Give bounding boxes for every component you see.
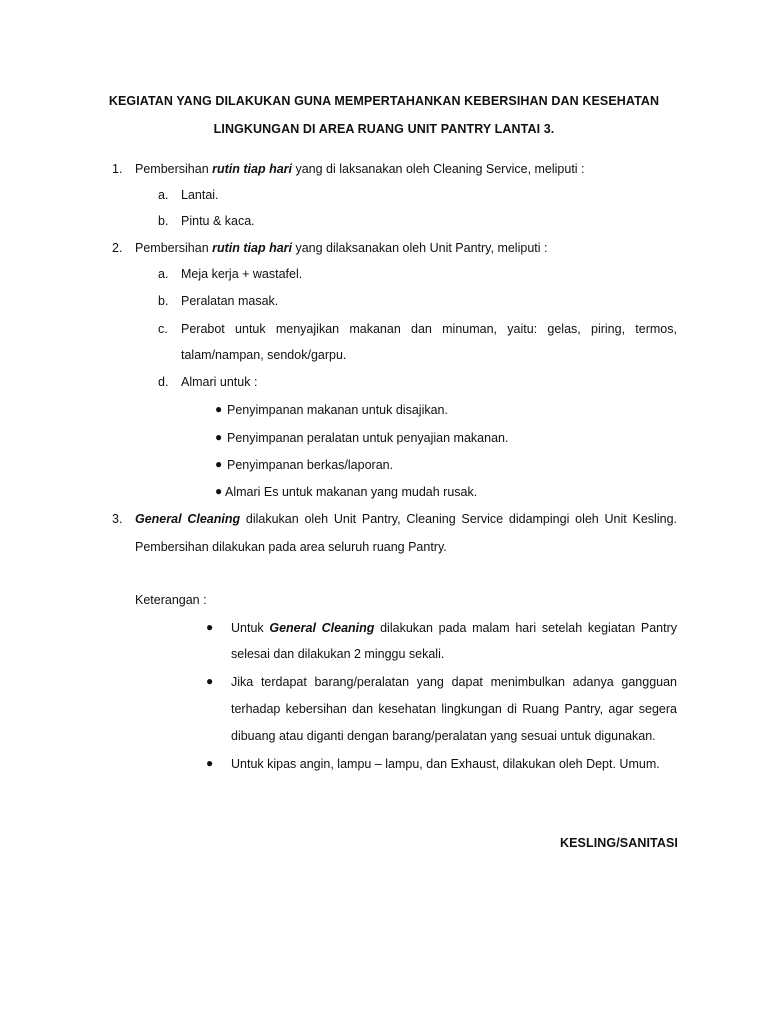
item2-emphasis: rutin tiap hari — [212, 241, 292, 255]
almari-bullet-4: Almari Es untuk makanan yang mudah rusak. — [225, 485, 478, 499]
item2-sub-b-marker: b. — [158, 294, 169, 308]
item2-sub-c-text-cont: talam/nampan, sendok/garpu. — [181, 348, 347, 362]
item2-sub-b-text: Peralatan masak. — [181, 294, 279, 308]
item1-sub-a-marker: a. — [158, 188, 169, 202]
bullet-icon: ● — [215, 484, 223, 498]
bullet-icon: ● — [215, 457, 223, 471]
item1-text: Pembersihan rutin tiap hari yang di laksanakan oleh Cleaning Service, meliputi : — [135, 162, 585, 176]
note-2-line3: dibuang atau diganti dengan barang/peralatan yang sesuai untuk digunakan. — [231, 729, 656, 743]
item2-sub-a-marker: a. — [158, 267, 169, 281]
item1-emphasis: rutin tiap hari — [212, 162, 292, 176]
note-1-emphasis: General Cleaning — [269, 621, 375, 635]
bullet-icon: ● — [206, 756, 214, 770]
almari-bullet-3: Penyimpanan berkas/laporan. — [227, 458, 394, 472]
note-3-text: Untuk kipas angin, lampu – lampu, dan Exhaust, dilakukan oleh Dept. Umum. — [231, 757, 660, 771]
almari-bullet-2: Penyimpanan peralatan untuk penyajian makanan. — [227, 431, 509, 445]
item3-emphasis: General Cleaning — [135, 512, 241, 526]
item2-sub-d-text: Almari untuk : — [181, 375, 258, 389]
note-2-line2: terhadap kebersihan dan kesehatan lingkungan di Ruang Pantry, agar segera — [231, 702, 677, 716]
item2-sub-a-text: Meja kerja + wastafel. — [181, 267, 303, 281]
document-title-line1: KEGIATAN YANG DILAKUKAN GUNA MEMPERTAHANKAN KEBERSIHAN DAN KESEHATAN — [108, 94, 660, 108]
item2-text: Pembersihan rutin tiap hari yang dilaksanakan oleh Unit Pantry, meliputi : — [135, 241, 548, 255]
item1-sub-b-marker: b. — [158, 214, 169, 228]
note-1-text-cont: selesai dan dilakukan 2 minggu sekali. — [231, 647, 445, 661]
item2-sub-d-marker: d. — [158, 375, 169, 389]
note-1-text: Untuk General Cleaning dilakukan pada malam hari setelah kegiatan Pantry — [231, 621, 677, 635]
item3-text: General Cleaning dilakukan oleh Unit Pantry, Cleaning Service didampingi oleh Unit Kesling. — [135, 512, 677, 526]
bullet-icon: ● — [215, 402, 223, 416]
keterangan-label: Keterangan : — [135, 593, 207, 607]
bullet-icon: ● — [215, 430, 223, 444]
item3-text-cont: Pembersihan dilakukan pada area seluruh ruang Pantry. — [135, 540, 447, 554]
item2-sub-c-text: Perabot untuk menyajikan makanan dan minuman, yaitu: gelas, piring, termos, — [181, 322, 677, 336]
document-title-line2: LINGKUNGAN DI AREA RUANG UNIT PANTRY LANTAI 3. — [213, 122, 555, 136]
item1-number: 1. — [112, 162, 123, 176]
signature-block: KESLING/SANITASI — [559, 836, 678, 850]
item2-sub-c-marker: c. — [158, 322, 168, 336]
almari-bullet-1: Penyimpanan makanan untuk disajikan. — [227, 403, 448, 417]
item1-sub-a-text: Lantai. — [181, 188, 219, 202]
item3-number: 3. — [112, 512, 123, 526]
bullet-icon: ● — [206, 620, 214, 634]
item2-number: 2. — [112, 241, 123, 255]
note-2-line1: Jika terdapat barang/peralatan yang dapat menimbulkan adanya gangguan — [231, 675, 677, 689]
item1-sub-b-text: Pintu & kaca. — [181, 214, 255, 228]
bullet-icon: ● — [206, 674, 214, 688]
